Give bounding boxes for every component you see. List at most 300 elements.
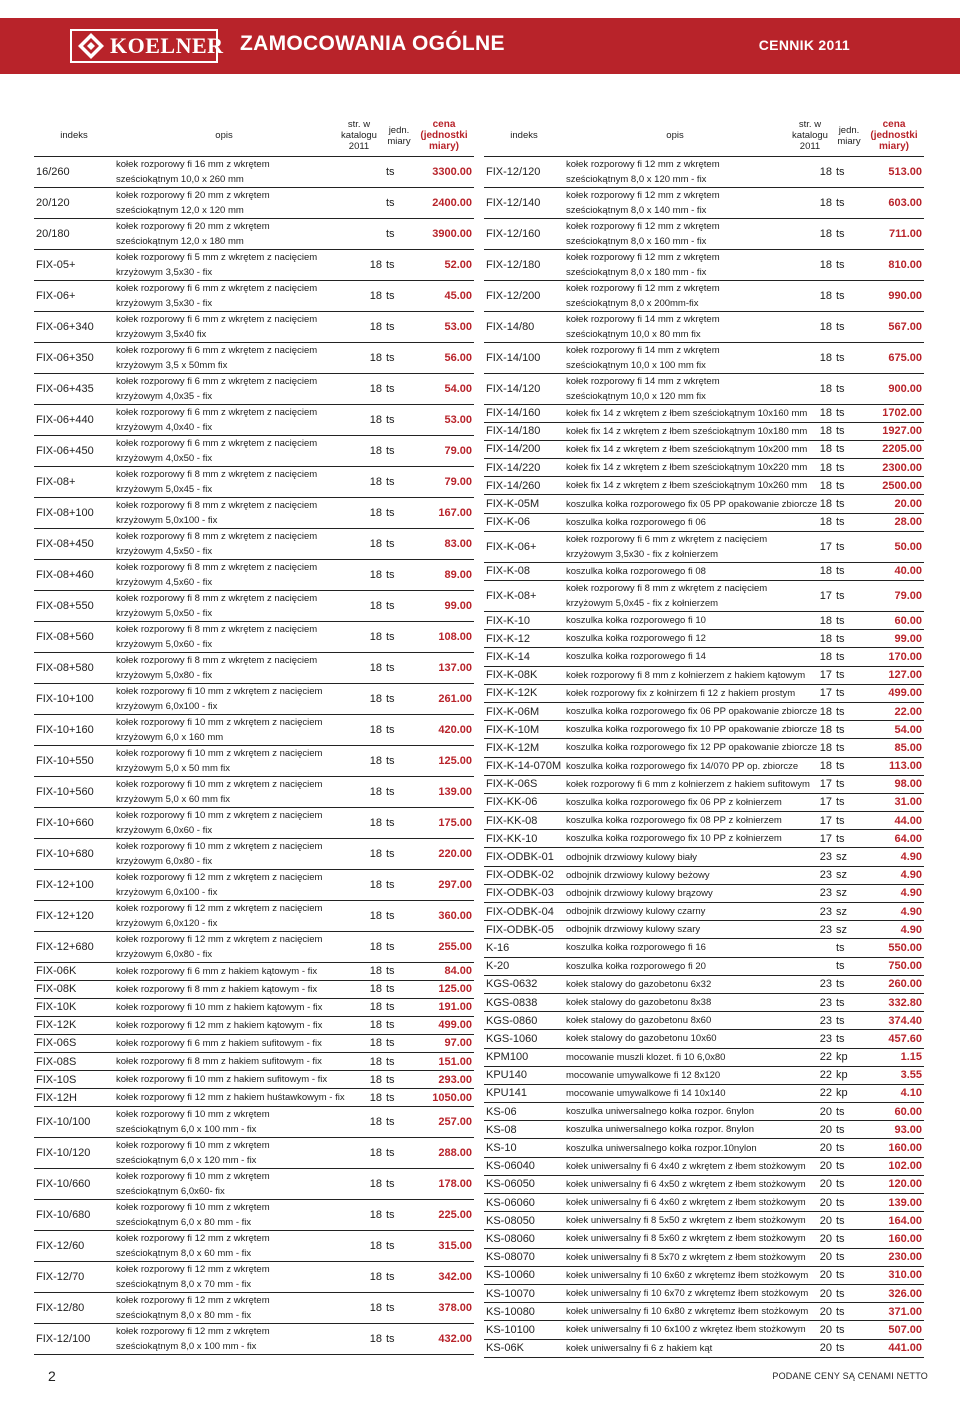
row-desc: kołek uniwersalny fi 8 5x60 z wkrętem z łbem stożkowym xyxy=(564,1230,786,1248)
row-price: 4.90 xyxy=(864,903,924,921)
row-page: 18 xyxy=(334,1089,384,1107)
row-price: 28.00 xyxy=(864,513,924,531)
row-page: 18 xyxy=(334,528,384,559)
row-desc: kołek fix 14 z wkrętem z łbem sześciokątnym 10x180 mm xyxy=(564,422,786,440)
row-page: 18 xyxy=(334,559,384,590)
row-page: 18 xyxy=(786,156,834,187)
row-price: 54.00 xyxy=(414,373,474,404)
row-index: FIX-08+550 xyxy=(34,590,114,621)
row-unit: ts xyxy=(384,621,414,652)
row-index: FIX-08+460 xyxy=(34,559,114,590)
row-page: 23 xyxy=(786,921,834,939)
row-desc: koszulka uniwersalnego kołka rozpor. 6nylon xyxy=(564,1103,786,1121)
row-index: KGS-0838 xyxy=(484,993,564,1011)
row-price: 261.00 xyxy=(414,683,474,714)
row-page: 23 xyxy=(786,1030,834,1048)
row-price: 507.00 xyxy=(864,1321,924,1339)
row-desc: kołek rozporowy fi 20 mm z wkrętem sześciokątnym 12,0 x 180 mm xyxy=(114,218,334,249)
row-page: 20 xyxy=(786,1175,834,1193)
row-index: FIX-14/180 xyxy=(484,422,564,440)
row-index: FIX-06+450 xyxy=(34,435,114,466)
row-index: FIX-ODBK-05 xyxy=(484,921,564,939)
row-index: FIX-06K xyxy=(34,962,114,980)
row-index: FIX-K-10M xyxy=(484,721,564,739)
row-page: 18 xyxy=(786,422,834,440)
table-row xyxy=(34,435,474,466)
table-row xyxy=(484,866,924,884)
row-page: 23 xyxy=(786,866,834,884)
table-row xyxy=(484,957,924,975)
row-desc: koszulka kołka rozporowego fix 05 PP opakowanie zbiorcze xyxy=(564,495,786,513)
row-index: FIX-K-14-070M xyxy=(484,757,564,775)
row-unit: ts xyxy=(834,648,864,666)
table-row xyxy=(484,249,924,280)
row-price: 22.00 xyxy=(864,702,924,720)
row-page: 22 xyxy=(786,1066,834,1084)
table-row xyxy=(34,1293,474,1324)
table-row xyxy=(34,652,474,683)
row-page: 18 xyxy=(334,311,384,342)
row-price: 125.00 xyxy=(414,980,474,998)
row-desc: kołek rozporowy fi 10 mm z wkrętem z nacięciem krzyżowym 6,0x100 - fix xyxy=(114,683,334,714)
row-price: 4.10 xyxy=(864,1084,924,1102)
row-price: 293.00 xyxy=(414,1071,474,1089)
row-price: 44.00 xyxy=(864,812,924,830)
row-page: 22 xyxy=(786,1084,834,1102)
row-unit: ts xyxy=(834,1157,864,1175)
row-index: FIX-K-12 xyxy=(484,630,564,648)
row-index: FIX-12K xyxy=(34,1016,114,1034)
row-unit: ts xyxy=(384,1071,414,1089)
col-index: indeks xyxy=(34,116,114,156)
row-page: 18 xyxy=(334,980,384,998)
row-page: 18 xyxy=(334,342,384,373)
row-unit: ts xyxy=(834,993,864,1011)
price-table-left xyxy=(34,116,474,1355)
row-index: FIX-12/80 xyxy=(34,1293,114,1324)
row-unit: ts xyxy=(384,869,414,900)
row-unit: ts xyxy=(834,1339,864,1357)
row-price: 99.00 xyxy=(864,630,924,648)
row-index: FIX-08S xyxy=(34,1052,114,1070)
row-price: 84.00 xyxy=(414,962,474,980)
row-page: 18 xyxy=(334,1293,384,1324)
table-row xyxy=(34,900,474,931)
row-index: FIX-K-06+ xyxy=(484,531,564,562)
row-index: K-20 xyxy=(484,957,564,975)
table-row xyxy=(34,962,474,980)
row-unit: ts xyxy=(384,280,414,311)
row-price: 79.00 xyxy=(864,581,924,612)
table-row xyxy=(484,1212,924,1230)
row-index: FIX-12/180 xyxy=(484,249,564,280)
price-table-right xyxy=(484,116,924,1358)
table-row xyxy=(34,218,474,249)
row-page: 18 xyxy=(334,1034,384,1052)
row-desc: kołek rozporowy fi 10 mm z wkrętem sześciokątnym 6,0 x 80 mm - fix xyxy=(114,1200,334,1231)
row-unit: ts xyxy=(834,975,864,993)
row-desc: kołek uniwersalny fi 8 5x50 z wkrętem z łbem stożkowym xyxy=(564,1212,786,1230)
row-desc: kołek rozporowy fi 14 mm z wkrętem sześciokątnym 10,0 x 120 mm fix xyxy=(564,373,786,404)
row-unit: ts xyxy=(384,311,414,342)
row-page: 18 xyxy=(786,342,834,373)
row-index: FIX-K-06S xyxy=(484,775,564,793)
row-page: 23 xyxy=(786,975,834,993)
table-row xyxy=(484,156,924,187)
row-unit: ts xyxy=(384,776,414,807)
row-price: 4.90 xyxy=(864,866,924,884)
table-row xyxy=(484,848,924,866)
row-desc: kołek stalowy do gazobetonu 10x60 xyxy=(564,1030,786,1048)
row-index: KGS-1060 xyxy=(484,1030,564,1048)
row-page: 18 xyxy=(786,249,834,280)
row-unit: ts xyxy=(834,156,864,187)
table-row xyxy=(484,1230,924,1248)
price-list-label: CENNIK 2011 xyxy=(758,37,850,53)
row-price: 102.00 xyxy=(864,1157,924,1175)
row-unit: sz xyxy=(834,884,864,902)
row-page: 18 xyxy=(334,900,384,931)
row-page: 18 xyxy=(334,1231,384,1262)
row-unit: ts xyxy=(384,1169,414,1200)
row-page: 18 xyxy=(334,280,384,311)
table-row xyxy=(34,1324,474,1355)
logo xyxy=(70,29,224,63)
table-row xyxy=(484,1248,924,1266)
row-index: FIX-06+340 xyxy=(34,311,114,342)
row-unit: ts xyxy=(834,422,864,440)
row-price: 151.00 xyxy=(414,1052,474,1070)
table-row xyxy=(484,1048,924,1066)
row-unit: ts xyxy=(384,590,414,621)
row-page: 20 xyxy=(786,1121,834,1139)
table-body xyxy=(484,156,924,1357)
row-page: 18 xyxy=(786,280,834,311)
row-index: FIX-06+440 xyxy=(34,404,114,435)
row-index: KS-06040 xyxy=(484,1157,564,1175)
table-row xyxy=(34,869,474,900)
row-unit: ts xyxy=(834,218,864,249)
row-unit: ts xyxy=(834,1212,864,1230)
table-row xyxy=(34,311,474,342)
row-desc: kołek rozporowy fi 6 mm z wkrętem z nacięciem krzyżowym 4,0x40 - fix xyxy=(114,404,334,435)
row-desc: kołek uniwersalny fi 6 4x40 z wkrętem z łbem stożkowym xyxy=(564,1157,786,1175)
row-desc: kołek rozporowy fi 6 mm z wkrętem z nacięciem krzyżowym 3,5x30 - fix xyxy=(114,280,334,311)
row-unit: ts xyxy=(834,459,864,477)
row-index: K-16 xyxy=(484,939,564,957)
table-row xyxy=(484,459,924,477)
row-page: 17 xyxy=(786,684,834,702)
row-unit: ts xyxy=(834,757,864,775)
table-row xyxy=(34,745,474,776)
table-row xyxy=(34,1169,474,1200)
row-page: 20 xyxy=(786,1212,834,1230)
row-price: 1050.00 xyxy=(414,1089,474,1107)
row-price: 79.00 xyxy=(414,435,474,466)
row-index: KS-10 xyxy=(484,1139,564,1157)
row-price: 441.00 xyxy=(864,1339,924,1357)
row-index: FIX-12+120 xyxy=(34,900,114,931)
row-index: KS-06050 xyxy=(484,1175,564,1193)
row-unit: sz xyxy=(834,903,864,921)
table-row xyxy=(484,793,924,811)
row-index: FIX-K-10 xyxy=(484,612,564,630)
row-desc: kołek rozporowy fi 12 mm z wkrętem z nacięciem krzyżowym 6,0x100 - fix xyxy=(114,869,334,900)
row-price: 990.00 xyxy=(864,280,924,311)
row-index: FIX-08+100 xyxy=(34,497,114,528)
row-desc: koszulka kołka rozporowego fi 08 xyxy=(564,562,786,580)
table-row xyxy=(34,1138,474,1169)
table-row xyxy=(484,630,924,648)
row-index: FIX-10/120 xyxy=(34,1138,114,1169)
row-index: FIX-KK-08 xyxy=(484,812,564,830)
table-row xyxy=(34,156,474,187)
row-page: 23 xyxy=(786,848,834,866)
row-desc: kołek uniwersalny fi 10 6x80 z wkrętemz łbem stożkowym xyxy=(564,1303,786,1321)
row-index: KS-06 xyxy=(484,1103,564,1121)
row-page: 20 xyxy=(786,1266,834,1284)
col-page: str. w katalogu 2011 xyxy=(334,116,384,156)
row-unit: ts xyxy=(384,466,414,497)
row-index: FIX-K-06 xyxy=(484,513,564,531)
row-index: FIX-K-14 xyxy=(484,648,564,666)
table-row xyxy=(484,1139,924,1157)
row-page: 18 xyxy=(334,1052,384,1070)
row-price: 52.00 xyxy=(414,249,474,280)
table-row xyxy=(484,975,924,993)
row-unit: ts xyxy=(834,775,864,793)
row-desc: kołek rozporowy fi 12 mm z wkrętem sześciokątnym 8,0 x 180 mm - fix xyxy=(564,249,786,280)
table-row xyxy=(34,683,474,714)
row-price: 50.00 xyxy=(864,531,924,562)
col-price: cena (jednostki miary) xyxy=(864,116,924,156)
row-page: 22 xyxy=(786,1048,834,1066)
row-desc: kołek rozporowy fi 6 mm z wkrętem z nacięciem krzyżowym 4,0x35 - fix xyxy=(114,373,334,404)
row-index: FIX-08+560 xyxy=(34,621,114,652)
row-desc: kołek rozporowy fi 12 mm z wkrętem sześciokątnym 8,0 x 200mm-fix xyxy=(564,280,786,311)
row-desc: kołek rozporowy fi 8 mm z hakiem kątowym - fix xyxy=(114,980,334,998)
row-desc: koszulka kołka rozporowego fix 06 PP z kołnierzem xyxy=(564,793,786,811)
row-price: 3300.00 xyxy=(414,156,474,187)
table-row xyxy=(484,1012,924,1030)
row-desc: kołek rozporowy fi 10 mm z wkrętem sześciokątnym 6,0 x 100 mm - fix xyxy=(114,1107,334,1138)
table-row xyxy=(484,513,924,531)
row-price: 260.00 xyxy=(864,975,924,993)
row-desc: odbojnik drzwiowy kulowy brązowy xyxy=(564,884,786,902)
row-desc: kołek rozporowy fi 10 mm z wkrętem sześciokątnym 6,0x60- fix xyxy=(114,1169,334,1200)
row-desc: kołek rozporowy fi 6 mm z wkrętem z nacięciem krzyżowym 3,5 x 50mm fix xyxy=(114,342,334,373)
row-desc: odbojnik drzwiowy kulowy czarny xyxy=(564,903,786,921)
row-desc: kołek rozporowy fi 6 mm z wkrętem z nacięciem krzyżowym 3,5x40 fix xyxy=(114,311,334,342)
row-index: KS-06060 xyxy=(484,1194,564,1212)
row-unit: ts xyxy=(384,497,414,528)
row-index: FIX-10+550 xyxy=(34,745,114,776)
row-unit: ts xyxy=(834,612,864,630)
row-page xyxy=(334,218,384,249)
table-row xyxy=(34,1107,474,1138)
row-page: 17 xyxy=(786,775,834,793)
row-unit: sz xyxy=(834,921,864,939)
row-page: 17 xyxy=(786,793,834,811)
row-price: 2400.00 xyxy=(414,187,474,218)
row-desc: koszulka kołka rozporowego fix 08 PP z kołnierzem xyxy=(564,812,786,830)
row-price: 326.00 xyxy=(864,1284,924,1302)
row-desc: mocowanie muszli klozet. fi 10 6,0x80 xyxy=(564,1048,786,1066)
row-price: 139.00 xyxy=(414,776,474,807)
table-row xyxy=(34,1089,474,1107)
col-desc: opis xyxy=(564,116,786,156)
row-desc: odbojnik drzwiowy kulowy szary xyxy=(564,921,786,939)
table-row xyxy=(484,648,924,666)
row-page: 18 xyxy=(786,513,834,531)
row-unit: ts xyxy=(384,745,414,776)
row-desc: kołek stalowy do gazobetonu 6x32 xyxy=(564,975,786,993)
row-index: 16/260 xyxy=(34,156,114,187)
table-row xyxy=(34,980,474,998)
row-page: 18 xyxy=(786,648,834,666)
row-desc: koszulka uniwersalnego kołka rozpor. 8nylon xyxy=(564,1121,786,1139)
row-price: 53.00 xyxy=(414,311,474,342)
table-row xyxy=(484,721,924,739)
row-desc: kołek fix 14 z wkrętem z łbem sześciokątnym 10x260 mm xyxy=(564,477,786,495)
row-desc: kołek rozporowy fi 12 mm z wkrętem z nacięciem krzyżowym 6,0x80 - fix xyxy=(114,931,334,962)
row-price: 1.15 xyxy=(864,1048,924,1066)
row-desc: kołek uniwersalny fi 8 5x70 z wkrętem z łbem stożkowym xyxy=(564,1248,786,1266)
row-page: 18 xyxy=(786,721,834,739)
table-row xyxy=(484,1266,924,1284)
row-unit: ts xyxy=(834,721,864,739)
row-price: 230.00 xyxy=(864,1248,924,1266)
row-desc: kołek rozporowy fi 8 mm z wkrętem z nacięciem krzyżowym 5,0x100 - fix xyxy=(114,497,334,528)
row-index: FIX-10+160 xyxy=(34,714,114,745)
row-index: KS-10060 xyxy=(484,1266,564,1284)
row-unit: ts xyxy=(834,495,864,513)
row-price: 45.00 xyxy=(414,280,474,311)
row-index: KS-08060 xyxy=(484,1230,564,1248)
row-unit: ts xyxy=(384,249,414,280)
row-price: 1927.00 xyxy=(864,422,924,440)
row-page: 18 xyxy=(786,562,834,580)
row-desc: kołek rozporowy fi 6 mm z wkrętem z nacięciem krzyżowym 3,5x30 - fix z kołnierzem xyxy=(564,531,786,562)
row-price: 164.00 xyxy=(864,1212,924,1230)
row-desc: odbojnik drzwiowy kulowy beżowy xyxy=(564,866,786,884)
row-index: KPM100 xyxy=(484,1048,564,1066)
logo-text: KOELNER xyxy=(110,33,224,58)
row-unit: ts xyxy=(834,1284,864,1302)
row-price: 225.00 xyxy=(414,1200,474,1231)
table-row xyxy=(34,1052,474,1070)
row-page: 23 xyxy=(786,903,834,921)
table-row xyxy=(484,311,924,342)
row-unit: ts xyxy=(834,187,864,218)
row-price: 2500.00 xyxy=(864,477,924,495)
row-price: 97.00 xyxy=(414,1034,474,1052)
table-row xyxy=(484,373,924,404)
table-row xyxy=(484,1321,924,1339)
table-row xyxy=(484,939,924,957)
row-desc: kołek rozporowy fi 6 mm z wkrętem z nacięciem krzyżowym 4,0x50 - fix xyxy=(114,435,334,466)
row-unit: ts xyxy=(834,1103,864,1121)
table-row xyxy=(484,495,924,513)
row-index: FIX-14/260 xyxy=(484,477,564,495)
row-unit: ts xyxy=(834,739,864,757)
row-page: 17 xyxy=(786,581,834,612)
row-desc: kołek rozporowy fi 14 mm z wkrętem sześciokątnym 10,0 x 100 mm fix xyxy=(564,342,786,373)
table-row xyxy=(484,684,924,702)
row-index: FIX-14/80 xyxy=(484,311,564,342)
row-index: FIX-08+580 xyxy=(34,652,114,683)
row-page: 18 xyxy=(786,739,834,757)
row-unit: ts xyxy=(384,931,414,962)
row-page: 20 xyxy=(786,1194,834,1212)
row-index: FIX-12/120 xyxy=(484,156,564,187)
table-row xyxy=(484,612,924,630)
row-index: FIX-12/70 xyxy=(34,1262,114,1293)
row-desc: kołek rozporowy fi 6 mm z hakiem sufitowym - fix xyxy=(114,1034,334,1052)
table-row xyxy=(34,714,474,745)
row-unit: ts xyxy=(834,311,864,342)
row-price: 160.00 xyxy=(864,1139,924,1157)
row-desc: kołek fix 14 z wkrętem z łbem sześciokątnym 10x200 mm xyxy=(564,440,786,458)
row-desc: kołek rozporowy fi 6 mm z hakiem kątowym - fix xyxy=(114,962,334,980)
col-unit: jedn. miary xyxy=(384,116,414,156)
row-index: FIX-12+100 xyxy=(34,869,114,900)
table-row xyxy=(34,998,474,1016)
row-desc: kołek fix 14 z wkrętem z łbem sześciokątnym 10x160 mm xyxy=(564,404,786,422)
row-desc: kołek rozporowy fi 10 mm z hakiem kątowym - fix xyxy=(114,998,334,1016)
row-unit: kp xyxy=(834,1066,864,1084)
table-row xyxy=(34,1262,474,1293)
row-index: FIX-12+680 xyxy=(34,931,114,962)
row-unit: ts xyxy=(834,562,864,580)
row-index: FIX-K-05M xyxy=(484,495,564,513)
row-index: FIX-K-12M xyxy=(484,739,564,757)
row-unit: ts xyxy=(384,1107,414,1138)
row-unit: ts xyxy=(834,1248,864,1266)
row-desc: koszulka kołka rozporowego fix 12 PP opakowanie zbiorcze xyxy=(564,739,786,757)
row-desc: kołek uniwersalny fi 10 6x60 z wkrętemz łbem stożkowym xyxy=(564,1266,786,1284)
row-page: 18 xyxy=(786,440,834,458)
row-page: 17 xyxy=(786,812,834,830)
row-price: 513.00 xyxy=(864,156,924,187)
row-page: 23 xyxy=(786,1012,834,1030)
table-row xyxy=(484,702,924,720)
row-desc: koszulka kołka rozporowego fi 12 xyxy=(564,630,786,648)
row-unit: ts xyxy=(384,528,414,559)
row-unit: ts xyxy=(834,249,864,280)
col-desc: opis xyxy=(114,116,334,156)
table-row xyxy=(484,440,924,458)
row-price: 99.00 xyxy=(414,590,474,621)
row-page: 18 xyxy=(334,590,384,621)
row-desc: kołek uniwersalny fi 6 4x60 z wkrętem z łbem stożkowym xyxy=(564,1194,786,1212)
row-index: FIX-10S xyxy=(34,1071,114,1089)
row-index: KPU140 xyxy=(484,1066,564,1084)
row-desc: kołek rozporowy fi 12 mm z wkrętem sześciokątnym 8,0 x 140 mm - fix xyxy=(564,187,786,218)
row-unit: ts xyxy=(834,830,864,848)
row-price: 457.60 xyxy=(864,1030,924,1048)
row-price: 567.00 xyxy=(864,311,924,342)
table-row xyxy=(484,830,924,848)
row-index: KS-10100 xyxy=(484,1321,564,1339)
row-price: 125.00 xyxy=(414,745,474,776)
row-page: 18 xyxy=(786,187,834,218)
row-price: 297.00 xyxy=(414,869,474,900)
col-page: str. w katalogu 2011 xyxy=(786,116,834,156)
row-desc: mocowanie umywalkowe fi 14 10x140 xyxy=(564,1084,786,1102)
row-price: 98.00 xyxy=(864,775,924,793)
row-index: FIX-10+560 xyxy=(34,776,114,807)
